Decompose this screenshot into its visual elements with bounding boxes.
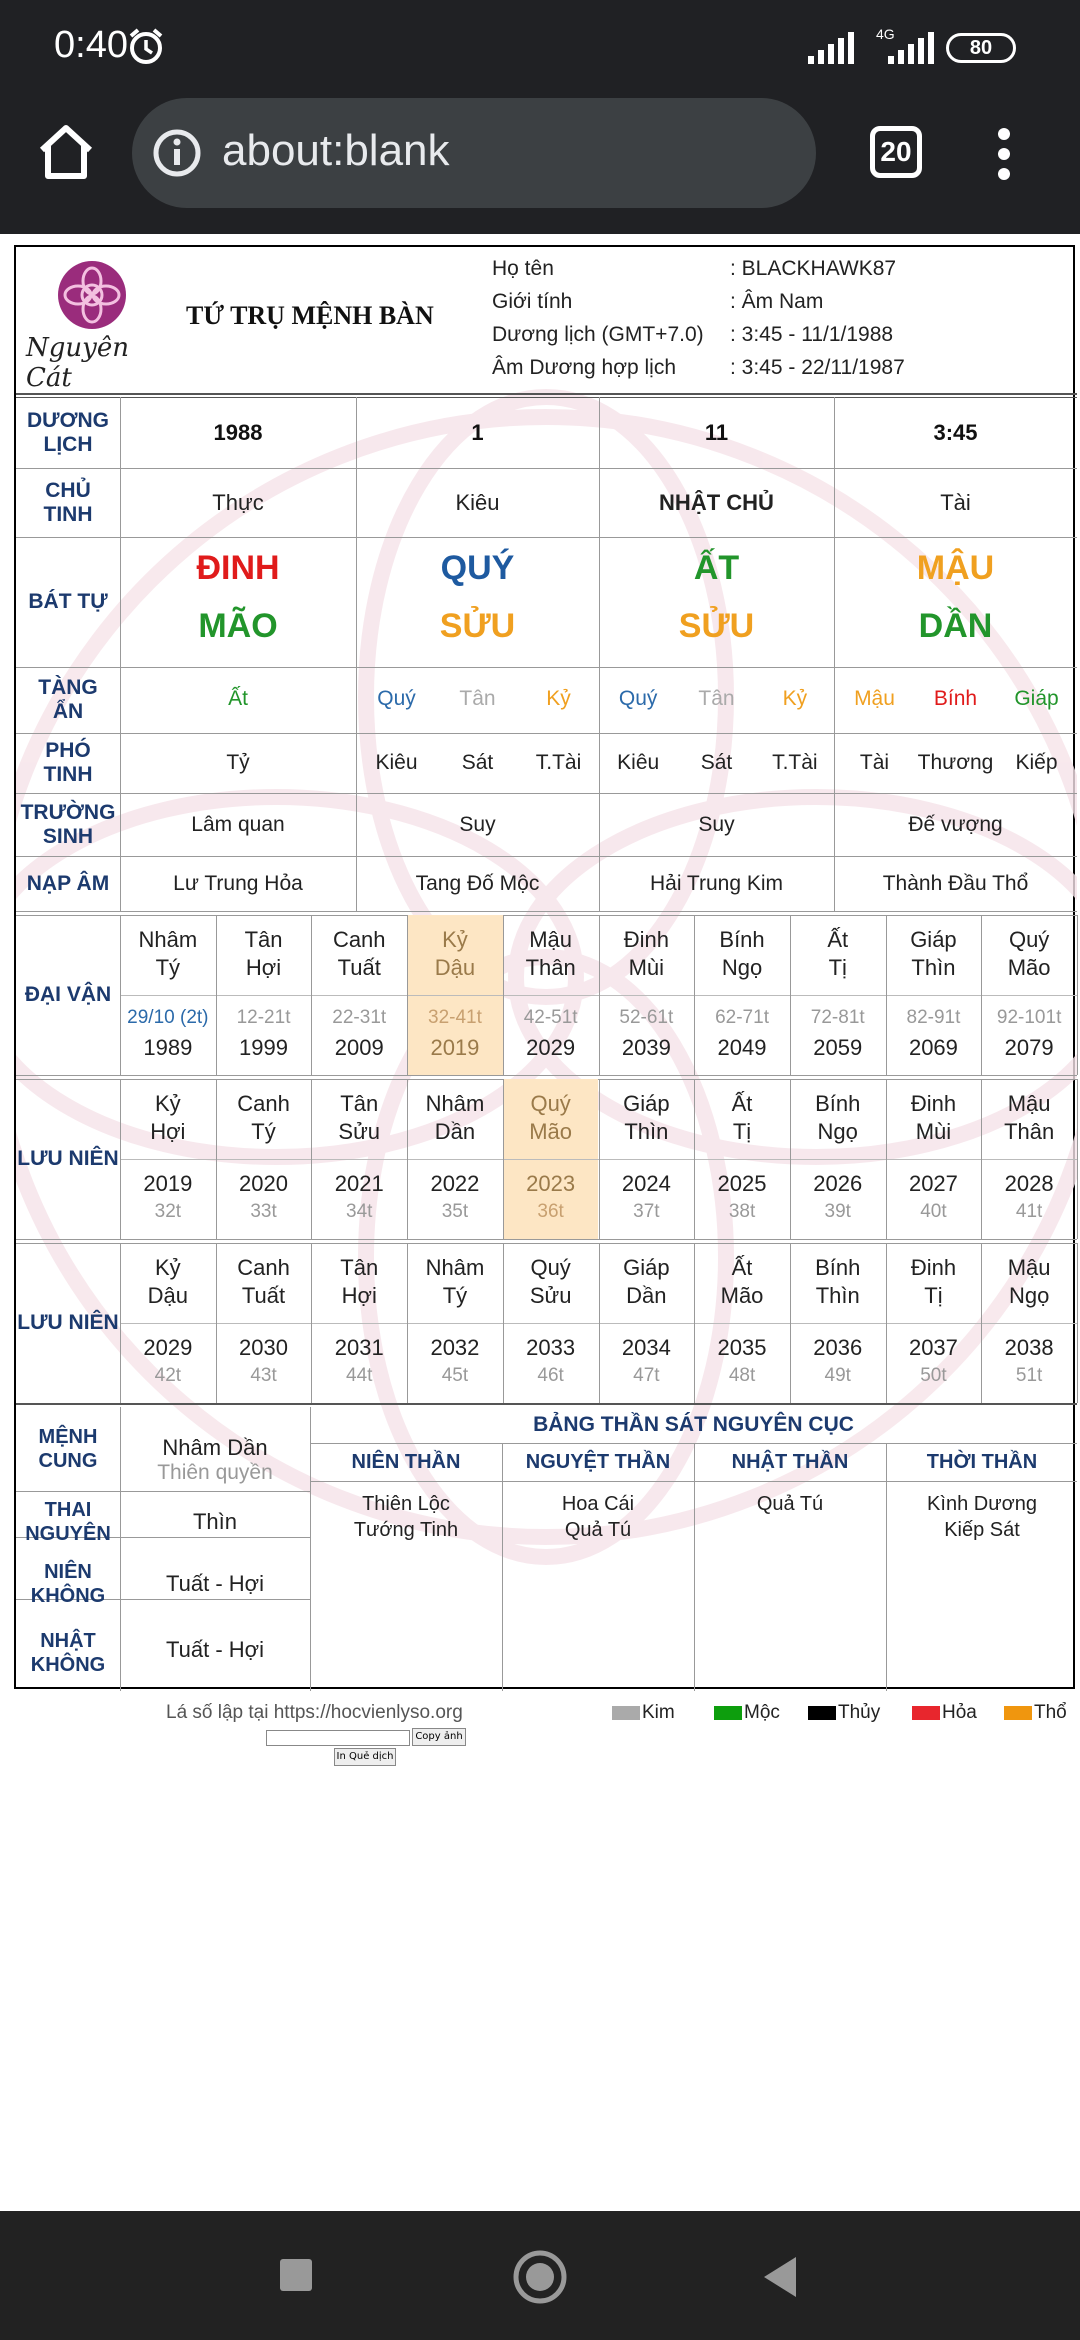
chu-tinh-value: Kiêu <box>455 489 500 515</box>
chi-value: SỬU <box>678 607 755 645</box>
than-sat-value: Quả Tú <box>756 1493 824 1515</box>
dai-van-year: 2039 <box>621 1035 671 1060</box>
than-sat-title: BẢNG THẦN SÁT NGUYÊN CỤC <box>533 1413 854 1436</box>
row-divider <box>16 1075 1077 1076</box>
dai-van-can: Bính <box>719 927 765 952</box>
dai-van-year: 2079 <box>1004 1035 1054 1060</box>
row-divider <box>16 915 1077 916</box>
luu-nien-age: 44t <box>346 1365 373 1386</box>
pho-tinh-value: Sát <box>461 751 494 774</box>
chi-value: MÃO <box>198 607 278 645</box>
divider <box>16 393 1077 395</box>
footer-note: Lá số lập tại https://hocvienlyso.org <box>166 1702 463 1723</box>
luu-nien-age: 46t <box>537 1365 564 1386</box>
luu-nien-can: Nhâm <box>425 1255 485 1280</box>
legend-swatch <box>612 1706 640 1720</box>
dai-van-chi: Thân <box>525 955 576 980</box>
luu-nien-chi: Dần <box>626 1283 667 1308</box>
luu-nien-can: Quý <box>530 1255 571 1280</box>
chi-value: DẦN <box>918 607 993 645</box>
pho-tinh-value: Kiêu <box>617 751 660 774</box>
tang-an-value: Giáp <box>1014 687 1059 710</box>
luu-nien-year: 2024 <box>621 1171 671 1196</box>
legend-swatch <box>912 1706 940 1720</box>
luu-nien-age: 40t <box>920 1201 947 1222</box>
navigation-bar <box>0 2211 1080 2340</box>
tang-an-value: Mậu <box>854 687 895 710</box>
back-button[interactable] <box>760 2255 800 2299</box>
luu-nien-can: Ất <box>731 1091 753 1116</box>
luu-nien-label: LƯU NIÊN <box>17 1147 119 1170</box>
nhat-khong-value: Tuất - Hợi <box>166 1637 264 1662</box>
dai-van-age: 92-101t <box>996 1007 1062 1028</box>
luu-nien-year: 2037 <box>908 1335 958 1360</box>
luu-nien-can: Canh <box>237 1255 290 1280</box>
luu-nien-chi: Thìn <box>624 1119 669 1144</box>
luu-nien-year: 2030 <box>239 1335 288 1360</box>
can-value: ẤT <box>693 549 740 587</box>
luu-nien-can: Ất <box>731 1255 753 1280</box>
luu-nien-year: 2026 <box>813 1171 863 1196</box>
dai-van-can: Tân <box>244 927 283 952</box>
legend-item <box>612 1702 675 1724</box>
luu-nien-chi: Mão <box>720 1283 764 1308</box>
truong-sinh-value: Đế vượng <box>908 812 1003 836</box>
page-content <box>0 234 1080 2211</box>
can-value: MẬU <box>916 549 995 587</box>
luu-nien-can: Kỷ <box>155 1255 181 1280</box>
thai-label: THAI NGUYÊN <box>25 1499 111 1545</box>
legend-item <box>808 1702 880 1724</box>
than-sat-value: Kiếp Sát <box>944 1519 1020 1541</box>
luu-nien-year: 2034 <box>621 1335 671 1360</box>
info-label: Dương lịch (GMT+7.0) <box>492 323 704 346</box>
luu-nien-chi: Thìn <box>815 1283 860 1308</box>
more-menu-icon[interactable] <box>994 124 1014 184</box>
luu-nien-chi: Dậu <box>147 1283 189 1308</box>
row-divider <box>16 911 1077 912</box>
luu-nien-age: 51t <box>1015 1365 1043 1386</box>
luu-nien-year: 2021 <box>334 1171 384 1196</box>
logo-text: Nguyên Cát <box>26 333 129 393</box>
pho-tinh-value: Kiêu <box>375 751 418 774</box>
luu-nien-year: 2023 <box>526 1171 576 1196</box>
tang-an-value: Kỷ <box>782 687 808 710</box>
info-value: : 3:45 - 11/1/1988 <box>730 323 894 346</box>
dai-van-year: 2069 <box>908 1035 958 1060</box>
dai-van-chi: Ngọ <box>721 955 763 980</box>
dai-van-can: Canh <box>332 927 386 952</box>
than-sat-column-header: NIÊN THẦN <box>351 1451 461 1473</box>
luu-nien-can: Bính <box>815 1091 861 1116</box>
legend-swatch <box>808 1706 836 1720</box>
dai-van-can: Quý <box>1008 927 1050 952</box>
dai-van-age: 72-81t <box>810 1007 865 1028</box>
dai-van-label: ĐẠI VẬN <box>24 983 112 1006</box>
truong-sinh-value: Suy <box>459 812 496 836</box>
luu-nien-can: Giáp <box>623 1091 670 1116</box>
luu-nien-can: Đinh <box>910 1255 957 1280</box>
luu-nien-age: 34t <box>346 1201 373 1222</box>
col-divider <box>1077 1079 1078 1239</box>
luu-nien-can: Mậu <box>1007 1091 1051 1116</box>
row-divider <box>16 733 1077 734</box>
col-divider <box>694 1443 695 1691</box>
luu-nien-year: 2029 <box>143 1335 193 1360</box>
luu-nien-label: LƯU NIÊN <box>17 1311 119 1334</box>
luu-nien-age: 33t <box>250 1201 277 1222</box>
luu-nien-chi: Ngọ <box>817 1119 858 1144</box>
chu-tinh-value: NHẬT CHỦ <box>659 489 774 515</box>
than-sat-value: Quả Tú <box>564 1519 632 1541</box>
dai-van-year: 2029 <box>526 1035 576 1060</box>
menh-cung-sub: Thiên quyền <box>157 1461 273 1484</box>
dai-van-can: Nhâm <box>138 927 198 952</box>
luu-nien-age: 49t <box>824 1365 851 1386</box>
than-sat-column-header: THỜI THẦN <box>926 1451 1038 1473</box>
luu-nien-can: Quý <box>530 1091 571 1116</box>
luu-nien-chi: Tý <box>442 1283 468 1308</box>
info-value: : BLACKHAWK87 <box>730 257 897 280</box>
nap-am-value: Lư Trung Hỏa <box>173 871 303 895</box>
luu-nien-chi: Ngọ <box>1008 1283 1050 1308</box>
luu-nien-chi: Hợi <box>341 1283 377 1308</box>
luu-nien-chi: Tý <box>251 1119 276 1144</box>
nien-khong-value: Tuất - Hợi <box>166 1571 264 1596</box>
nap-am-value: Thành Đầu Thổ <box>882 871 1029 895</box>
luu-nien-can: Mậu <box>1007 1255 1051 1280</box>
tang-an-value: Quý <box>618 687 658 710</box>
info-value: : Âm Nam <box>730 290 824 313</box>
luu-nien-chi: Dần <box>434 1119 476 1144</box>
signal-icon <box>880 30 936 64</box>
luu-nien-age: 38t <box>728 1201 756 1222</box>
pho-tinh-value: T.Tài <box>772 751 818 774</box>
dai-van-year: 1989 <box>143 1035 193 1060</box>
info-icon[interactable] <box>152 128 202 178</box>
col-divider <box>886 1443 887 1691</box>
print-button[interactable]: In Quẻ dịch <box>334 1748 396 1766</box>
row-label-tang: TÀNG ẨN <box>38 676 98 723</box>
pho-tinh-value: Thương <box>917 751 994 774</box>
home-icon[interactable] <box>34 120 98 184</box>
tang-an-value: Kỷ <box>546 687 571 710</box>
copy-button[interactable]: Copy ảnh <box>412 1728 466 1746</box>
dai-van-age: 22-31t <box>332 1007 387 1028</box>
menh-cung-value: Nhâm Dần <box>162 1435 268 1460</box>
luu-nien-age: 48t <box>728 1365 756 1386</box>
row-divider <box>16 667 1077 668</box>
luu-nien-age: 42t <box>154 1365 182 1386</box>
luu-nien-age: 45t <box>441 1365 469 1386</box>
luu-nien-year: 2038 <box>1004 1335 1054 1360</box>
dai-van-age: 12-21t <box>236 1007 291 1028</box>
dai-van-chi: Tuất <box>337 955 381 980</box>
row-divider <box>16 1239 1077 1240</box>
duong-value: 1988 <box>213 419 263 445</box>
dai-van-chi: Tý <box>155 955 181 980</box>
luu-nien-can: Nhâm <box>425 1091 485 1116</box>
dai-van-chi: Mùi <box>628 955 665 980</box>
legend-label: Mộc <box>744 1702 780 1723</box>
dai-van-age: 32-41t <box>428 1007 482 1028</box>
pho-tinh-value: Kiếp <box>1015 751 1058 774</box>
luu-nien-age: 43t <box>250 1365 277 1386</box>
luu-nien-age: 32t <box>154 1201 182 1222</box>
than-sat-column-header: NGUYỆT THẦN <box>525 1451 671 1473</box>
luu-nien-year: 2032 <box>430 1335 480 1360</box>
luu-nien-age: 47t <box>633 1365 660 1386</box>
dai-van-year: 1999 <box>239 1035 288 1060</box>
url-text[interactable]: about:blank <box>222 126 450 175</box>
tang-an-value: Tân <box>698 687 735 710</box>
luu-nien-can: Tân <box>340 1091 379 1116</box>
page-title: TỨ TRỤ MỆNH BÀN <box>186 301 434 330</box>
row-label-bat: BÁT TỰ <box>28 590 108 613</box>
nap-am-value: Tang Đố Mộc <box>415 871 540 895</box>
pho-tinh-value: T.Tài <box>535 751 582 774</box>
pho-tinh-value: Tài <box>859 751 890 774</box>
luu-nien-age: 35t <box>441 1201 469 1222</box>
info-label: Âm Dương hợp lịch <box>492 356 676 379</box>
battery-icon: 80 <box>946 33 1016 63</box>
pho-tinh-value: Tỷ <box>226 751 250 774</box>
address-bar[interactable] <box>132 98 816 208</box>
luu-nien-chi: Tị <box>732 1119 752 1144</box>
divider <box>16 1403 1077 1405</box>
row-label-truong: TRƯỜNG SINH <box>20 800 116 848</box>
tang-an-value: Ất <box>228 687 248 710</box>
nap-am-value: Hải Trung Kim <box>649 871 784 895</box>
dai-van-can: Kỷ <box>442 927 468 952</box>
luu-nien-year: 2027 <box>908 1171 958 1196</box>
dai-van-year: 2009 <box>334 1035 384 1060</box>
than-sat-value: Kình Dương <box>927 1493 1037 1515</box>
legend-label: Thổ <box>1034 1702 1067 1723</box>
dai-van-chi: Mão <box>1007 955 1051 980</box>
luu-nien-chi: Thân <box>1004 1119 1055 1144</box>
dai-van-chi: Tị <box>828 955 847 980</box>
luu-nien-year: 2022 <box>430 1171 480 1196</box>
legend-item <box>714 1702 780 1724</box>
pho-tinh-value: Sát <box>700 751 733 774</box>
luu-nien-chi: Tị <box>924 1283 943 1308</box>
dai-van-can: Mậu <box>529 927 573 952</box>
luu-nien-year: 2035 <box>717 1335 767 1360</box>
luu-nien-year: 2025 <box>717 1171 767 1196</box>
luu-nien-year: 2028 <box>1004 1171 1054 1196</box>
info-value: : 3:45 - 22/11/1987 <box>730 356 905 379</box>
dai-van-age: 62-71t <box>715 1007 769 1028</box>
nien-khong-label: NIÊN KHÔNG <box>30 1561 106 1607</box>
row-label-nap: NẠP ÂM <box>26 871 110 895</box>
alarm-icon <box>126 26 166 66</box>
tab-switcher-button[interactable]: 20 <box>870 126 922 178</box>
truong-sinh-value: Lâm quan <box>191 812 285 836</box>
luu-nien-age: 50t <box>920 1365 947 1386</box>
legend-item <box>1004 1702 1067 1724</box>
chi-value: SỬU <box>439 607 516 645</box>
duong-value: 3:45 <box>933 419 978 445</box>
footer <box>0 1692 1080 1762</box>
status-bar <box>0 0 1080 96</box>
can-value: ĐINH <box>196 549 280 587</box>
info-label: Họ tên <box>492 257 554 280</box>
row-label-pho: PHÓ TINH <box>43 739 93 786</box>
col-divider <box>1077 915 1078 1075</box>
legend-label: Hỏa <box>942 1702 977 1723</box>
row-label-duong: DƯƠNG LỊCH <box>26 408 109 456</box>
luu-nien-year: 2019 <box>143 1171 193 1196</box>
dai-van-can: Ất <box>827 927 849 952</box>
luu-nien-age: 41t <box>1015 1201 1043 1222</box>
luu-nien-can: Đinh <box>910 1091 957 1116</box>
luu-nien-can: Bính <box>815 1255 861 1280</box>
luu-nien-chi: Sửu <box>529 1283 572 1308</box>
duong-value: 1 <box>471 419 484 445</box>
copy-input[interactable] <box>266 1730 410 1746</box>
legend-swatch <box>714 1706 742 1720</box>
info-label: Giới tính <box>492 290 573 313</box>
luu-nien-chi: Hợi <box>150 1119 186 1144</box>
tang-an-value: Bính <box>933 687 978 710</box>
dai-van-age: 52-61t <box>619 1007 674 1028</box>
luu-nien-year: 2033 <box>526 1335 576 1360</box>
dai-van-year: 2059 <box>813 1035 863 1060</box>
tang-an-value: Quý <box>377 687 416 710</box>
chart-table <box>14 245 1075 1689</box>
legend-swatch <box>1004 1706 1032 1720</box>
browser-toolbar <box>0 96 1080 234</box>
clock: 0:40 <box>54 24 128 66</box>
logo-icon <box>56 259 128 331</box>
thai-nguyen-value: Thìn <box>192 1509 238 1534</box>
dai-van-can: Đinh <box>623 927 669 952</box>
legend-label: Thủy <box>838 1702 881 1723</box>
luu-nien-chi: Mùi <box>915 1119 952 1144</box>
luu-nien-age: 36t <box>537 1201 564 1222</box>
luu-nien-chi: Tuất <box>241 1283 286 1308</box>
luu-nien-year: 2036 <box>813 1335 863 1360</box>
dai-van-chi: Hợi <box>245 955 282 980</box>
home-nav-button[interactable] <box>512 2249 568 2305</box>
than-sat-value: Thiên Lộc <box>362 1493 450 1515</box>
luu-nien-can: Tân <box>340 1255 379 1280</box>
truong-sinh-value: Suy <box>698 812 735 836</box>
dai-van-can: Giáp <box>910 927 957 952</box>
luu-nien-can: Canh <box>237 1091 290 1116</box>
luu-nien-chi: Sửu <box>338 1119 381 1144</box>
col-divider <box>310 1407 311 1691</box>
luu-nien-age: 39t <box>824 1201 851 1222</box>
luu-nien-age: 37t <box>633 1201 660 1222</box>
nhat-khong-label: NHẬT KHÔNG <box>30 1630 106 1676</box>
dai-van-age: 42-51t <box>523 1007 578 1028</box>
chu-tinh-value: Tài <box>940 489 971 515</box>
signal-icon <box>808 30 858 64</box>
than-sat-column-header: NHẬT THẦN <box>731 1451 849 1473</box>
dai-van-year: 2049 <box>717 1035 767 1060</box>
dai-van-chi: Thìn <box>911 955 956 980</box>
row-divider <box>16 1243 1077 1244</box>
luu-nien-chi: Mão <box>529 1119 573 1144</box>
legend-label: Kim <box>642 1702 675 1723</box>
than-sat-value: Hoa Cái <box>561 1493 635 1515</box>
dai-van-age: 82-91t <box>906 1007 961 1028</box>
col-divider <box>502 1443 503 1691</box>
dai-van-year: 2019 <box>430 1035 480 1060</box>
recents-button[interactable] <box>280 2259 312 2291</box>
can-value: QUÝ <box>440 549 515 587</box>
network-type: 4G <box>876 26 895 42</box>
dai-van-chi: Dậu <box>434 955 476 980</box>
luu-nien-can: Giáp <box>623 1255 670 1280</box>
dai-van-age: 29/10 (2t) <box>127 1007 209 1028</box>
legend-item <box>912 1702 977 1724</box>
menh-cung-label: MỆNH CUNG <box>38 1426 98 1472</box>
chu-tinh-value: Thực <box>212 489 264 515</box>
luu-nien-year: 2020 <box>239 1171 288 1196</box>
luu-nien-can: Kỷ <box>155 1091 181 1116</box>
tang-an-value: Tân <box>459 687 496 710</box>
col-divider <box>1077 1243 1078 1403</box>
than-sat-value: Tướng Tinh <box>353 1519 459 1541</box>
row-label-chu: CHỦ TINH <box>43 478 93 526</box>
row-divider <box>16 537 1077 538</box>
luu-nien-year: 2031 <box>334 1335 384 1360</box>
duong-value: 11 <box>704 419 729 445</box>
